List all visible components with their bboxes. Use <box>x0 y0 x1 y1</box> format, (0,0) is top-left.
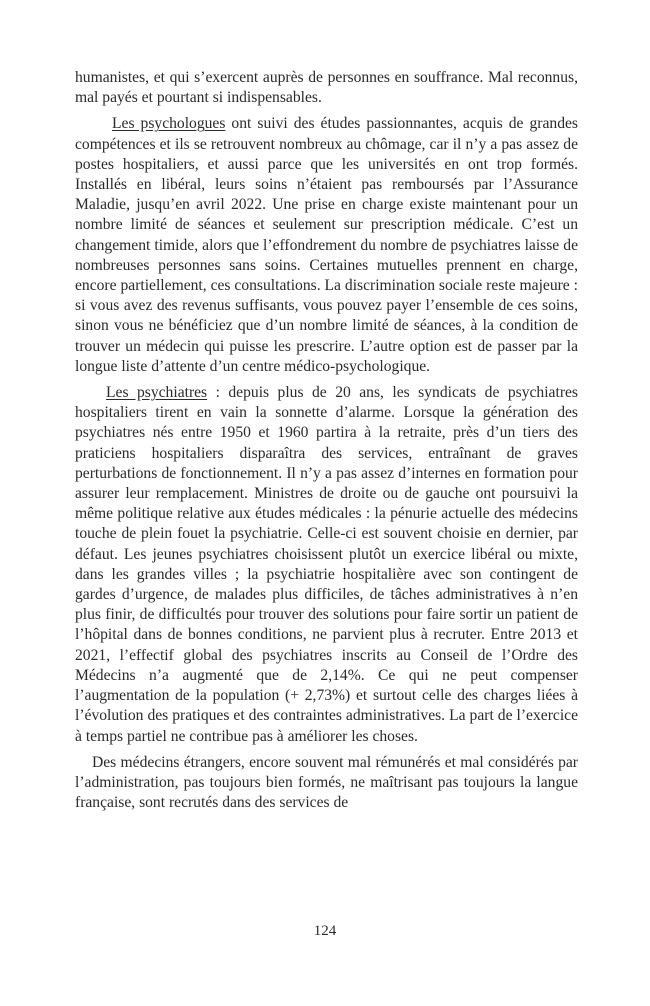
paragraph-text: humanistes, et qui s’exercent auprès de personnes en souffrance. Mal reconnus, mal payés et pourtant si indispensables. <box>75 69 578 107</box>
paragraph-text: Des médecins étrangers, encore souvent mal rémunérés et mal considérés par l’administration, pas toujours bien formés, ne maîtrisant pas toujours la langue française, sont recrutés dans des services de <box>75 753 578 812</box>
paragraph-medecins-etrangers <box>75 753 578 814</box>
page-number: 124 <box>313 923 337 939</box>
paragraph-text: : depuis plus de 20 ans, les syndicats de psychiatres hospitaliers tirent en vain la sonnette d’alarme. Lorsque la génération des psychiatres nés entre 1950 et 1960 partira à la retraite, près d’un tiers des praticiens hospitaliers disparaîtra des services, entraînant de graves perturbations de fonctionnement. Il n’y a pas assez d’internes en formation pour assurer leur remplacement. Ministres de droite ou de gauche ont poursuivi la même politique relative aux études médicales : la pénurie actuelle des médecins touche de plein fouet la psychiatrie. Celle-ci est souvent choisie en dernier, par défaut. Les jeunes psychiatres choisissent plutôt un exercice libéral ou mixte, dans les grandes villes ; la psychiatrie hospitalière avec son contingent de gardes d’urgence, de malades plus difficiles, de tâches administratives à n’en plus finir, de difficultés pour trouver des solutions pour faire sortir un patient de l’hôpital dans de bonnes conditions, ne parvient plus à recruter. Entre 2013 et 2021, l’effectif global des psychiatres inscrits au Conseil de l’Ordre des Médecins n’a augmenté que de 2,14%. Ce qui ne peut compenser l’augmentation de la population (+ 2,73%) et surtout celle des charges liées à l’évolution des pratiques et des contraintes administratives. La part de l’exercice à temps partiel ne contribue pas à améliorer les choses. <box>75 384 578 745</box>
paragraph-psychiatres <box>75 383 578 747</box>
page-body <box>75 68 578 813</box>
term-psychologues: Les psychologues <box>112 115 226 133</box>
paragraph-continuation <box>75 68 578 108</box>
paragraph-psychologues <box>75 114 578 377</box>
term-psychiatres: Les psychiatres <box>106 384 208 402</box>
paragraph-text: ont suivi des études passionnantes, acquis de grandes compétences et ils se retrouvent nombreux au chômage, car il n’y a pas assez de postes hospitaliers, et aussi parce que les universités en ont trop formés. Installés en libéral, leurs soins n’étaient pas remboursés par l’Assurance Maladie, jusqu’en avril 2022. Une prise en charge existe maintenant pour un nombre limité de séances et seulement sur prescription médicale. C’est un changement timide, alors que l’effondrement du nombre de psychiatres laisse de nombreuses personnes sans soins. Certaines mutuelles prennent en charge, encore partiellement, ces consultations. La discrimination sociale reste majeure : si vous avez des revenus suffisants, vous pouvez payer l’ensemble de ces soins, sinon vous ne bénéficiez que d’un nombre limité de séances, à la condition de trouver un médecin qui puisse les prescrire. L’autre option est de passer par la longue liste d’attente d’un centre médico-psychologique. <box>75 115 578 375</box>
